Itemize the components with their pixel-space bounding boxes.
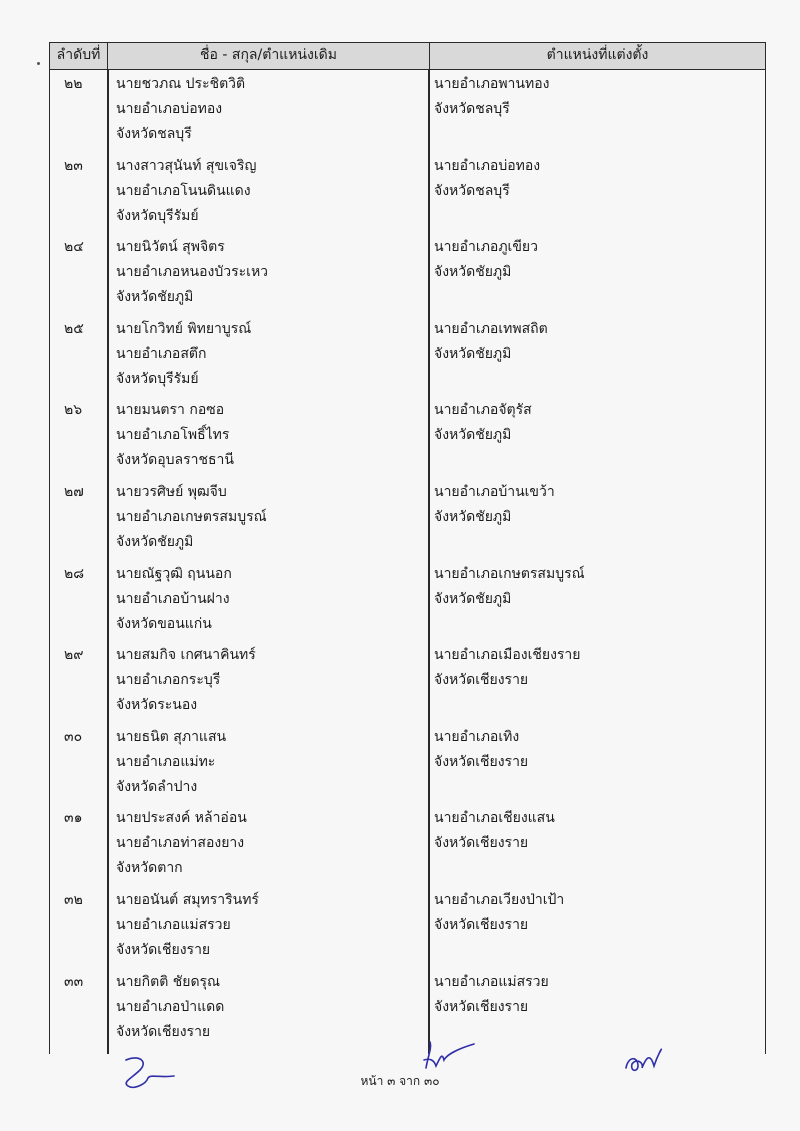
new-province: จังหวัดชลบุรี — [434, 101, 510, 117]
table-row — [50, 886, 765, 968]
table-row — [50, 478, 765, 560]
table-body — [50, 70, 765, 1049]
new-position: นายอำเภอแม่สรวย — [434, 973, 549, 990]
old-province: จังหวัดระนอง — [116, 697, 198, 714]
table-row — [50, 723, 765, 805]
old-position: นายอำเภอบ้านฝาง — [116, 590, 230, 607]
table-row — [50, 152, 765, 234]
header-order: ลำดับที่ — [50, 43, 108, 69]
new-position: นายอำเภอภูเขียว — [434, 239, 538, 256]
new-province: จังหวัดชัยภูมิ — [434, 427, 512, 444]
old-position: นายอำเภอโพธิ์ไทร — [116, 427, 230, 444]
person-name: นางสาวสุนันท์ สุขเจริญ — [116, 157, 257, 174]
old-position: นายอำเภอหนองบัวระเหว — [116, 264, 269, 281]
new-position: นายอำเภอเวียงป่าเป้า — [434, 891, 565, 908]
new-position: นายอำเภอบ้านเขว้า — [434, 483, 555, 500]
table-row — [50, 560, 765, 642]
table-row — [50, 233, 765, 315]
person-name: นายสมกิจ เกศนาคินทร์ — [116, 647, 256, 664]
new-province: จังหวัดชัยภูมิ — [434, 345, 512, 362]
row-number: ๓๓ — [64, 973, 84, 990]
old-province: จังหวัดลำปาง — [116, 778, 198, 795]
new-position: นายอำเภอเกษตรสมบูรณ์ — [434, 565, 585, 582]
new-province: จังหวัดเชียงราย — [434, 998, 529, 1015]
person-name: นายประสงค์ หล้าอ่อน — [116, 810, 247, 827]
row-number: ๒๙ — [64, 647, 84, 664]
old-position: นายอำเภอท่าสองยาง — [116, 835, 245, 852]
scan-speck — [37, 62, 40, 65]
new-province: จังหวัดชลบุรี — [434, 182, 510, 199]
row-number: ๒๗ — [64, 483, 84, 500]
person-name: นายวรศิษย์ พุฒจีบ — [116, 483, 227, 500]
old-province: จังหวัดชลบุรี — [116, 126, 192, 142]
row-number: ๓๒ — [64, 891, 83, 908]
old-province: จังหวัดตาก — [116, 860, 183, 877]
new-province: จังหวัดเชียงราย — [434, 916, 529, 933]
old-province: จังหวัดชัยภูมิ — [116, 289, 194, 306]
row-number: ๒๓ — [64, 157, 83, 174]
new-position: นายอำเภอเมืองเชียงราย — [434, 647, 581, 664]
table-row — [50, 315, 765, 397]
person-name: นายธนิต สุภาแสน — [116, 728, 227, 745]
old-province: จังหวัดขอนแก่น — [116, 615, 212, 632]
old-position: นายอำเภอสตึก — [116, 345, 207, 362]
new-position: นายอำเภอเทิง — [434, 728, 520, 745]
old-province: จังหวัดบุรีรัมย์ — [116, 207, 199, 224]
new-position: นายอำเภอบ่อทอง — [434, 157, 541, 174]
old-position: นายอำเภอโนนดินแดง — [116, 182, 251, 199]
new-position: นายอำเภอพานทอง — [434, 76, 550, 92]
old-position: นายอำเภอป่าแดด — [116, 998, 225, 1015]
table-row — [50, 804, 765, 886]
table-row — [50, 641, 765, 723]
new-province: จังหวัดชัยภูมิ — [434, 264, 512, 281]
new-province: จังหวัดเชียงราย — [434, 835, 529, 852]
row-number: ๒๘ — [64, 565, 85, 582]
person-name: นายณัฐวุฒิ ฤนนอก — [116, 565, 232, 582]
table-header — [50, 42, 765, 70]
table-row — [50, 968, 765, 1050]
new-position: นายอำเภอเทพสถิต — [434, 320, 548, 337]
row-number: ๒๖ — [64, 402, 83, 419]
person-name: นายโกวิทย์ พิทยาบูรณ์ — [116, 320, 252, 337]
person-name: นายชวภณ ประชิตวิติ — [116, 76, 246, 92]
old-position: นายอำเภอแม่ทะ — [116, 753, 216, 770]
new-position: นายอำเภอเชียงแสน — [434, 810, 555, 827]
old-province: จังหวัดเชียงราย — [116, 1023, 211, 1040]
page-number: หน้า ๓ จาก ๓๐ — [360, 1074, 440, 1088]
table-row — [50, 396, 765, 478]
old-province: จังหวัดชัยภูมิ — [116, 533, 194, 550]
old-position: นายอำเภอบ่อทอง — [116, 101, 223, 117]
new-province: จังหวัดเชียงราย — [434, 672, 529, 689]
header-name-old-position: ชื่อ - สกุล/ตำแหน่งเดิม — [108, 43, 430, 69]
person-name: นายอนันต์ สมุทรารินทร์ — [116, 891, 259, 908]
old-position: นายอำเภอแม่สรวย — [116, 916, 231, 933]
new-position: นายอำเภอจัตุรัส — [434, 402, 532, 419]
new-province: จังหวัดชัยภูมิ — [434, 590, 512, 607]
row-number: ๒๕ — [64, 320, 84, 337]
row-number: ๓๑ — [64, 810, 83, 827]
person-name: นายนิวัตน์ สุพจิตร — [116, 239, 225, 256]
person-name: นายกิตติ ชัยดรุณ — [116, 973, 221, 990]
old-position: นายอำเภอกระบุรี — [116, 672, 221, 689]
old-province: จังหวัดเชียงราย — [116, 941, 211, 958]
header-new-position: ตำแหน่งที่แต่งตั้ง — [546, 47, 649, 63]
old-position: นายอำเภอเกษตรสมบูรณ์ — [116, 508, 267, 525]
table-row — [50, 70, 765, 152]
new-province: จังหวัดชัยภูมิ — [434, 508, 512, 525]
new-province: จังหวัดเชียงราย — [434, 753, 529, 770]
appointment-table — [49, 42, 766, 1054]
row-number: ๒๒ — [64, 76, 83, 92]
row-number: ๓๐ — [64, 728, 83, 745]
old-province: จังหวัดอุบลราชธานี — [116, 452, 234, 469]
row-number: ๒๔ — [64, 239, 84, 256]
person-name: นายมนตรา กอซอ — [116, 402, 225, 419]
old-province: จังหวัดบุรีรัมย์ — [116, 370, 199, 387]
